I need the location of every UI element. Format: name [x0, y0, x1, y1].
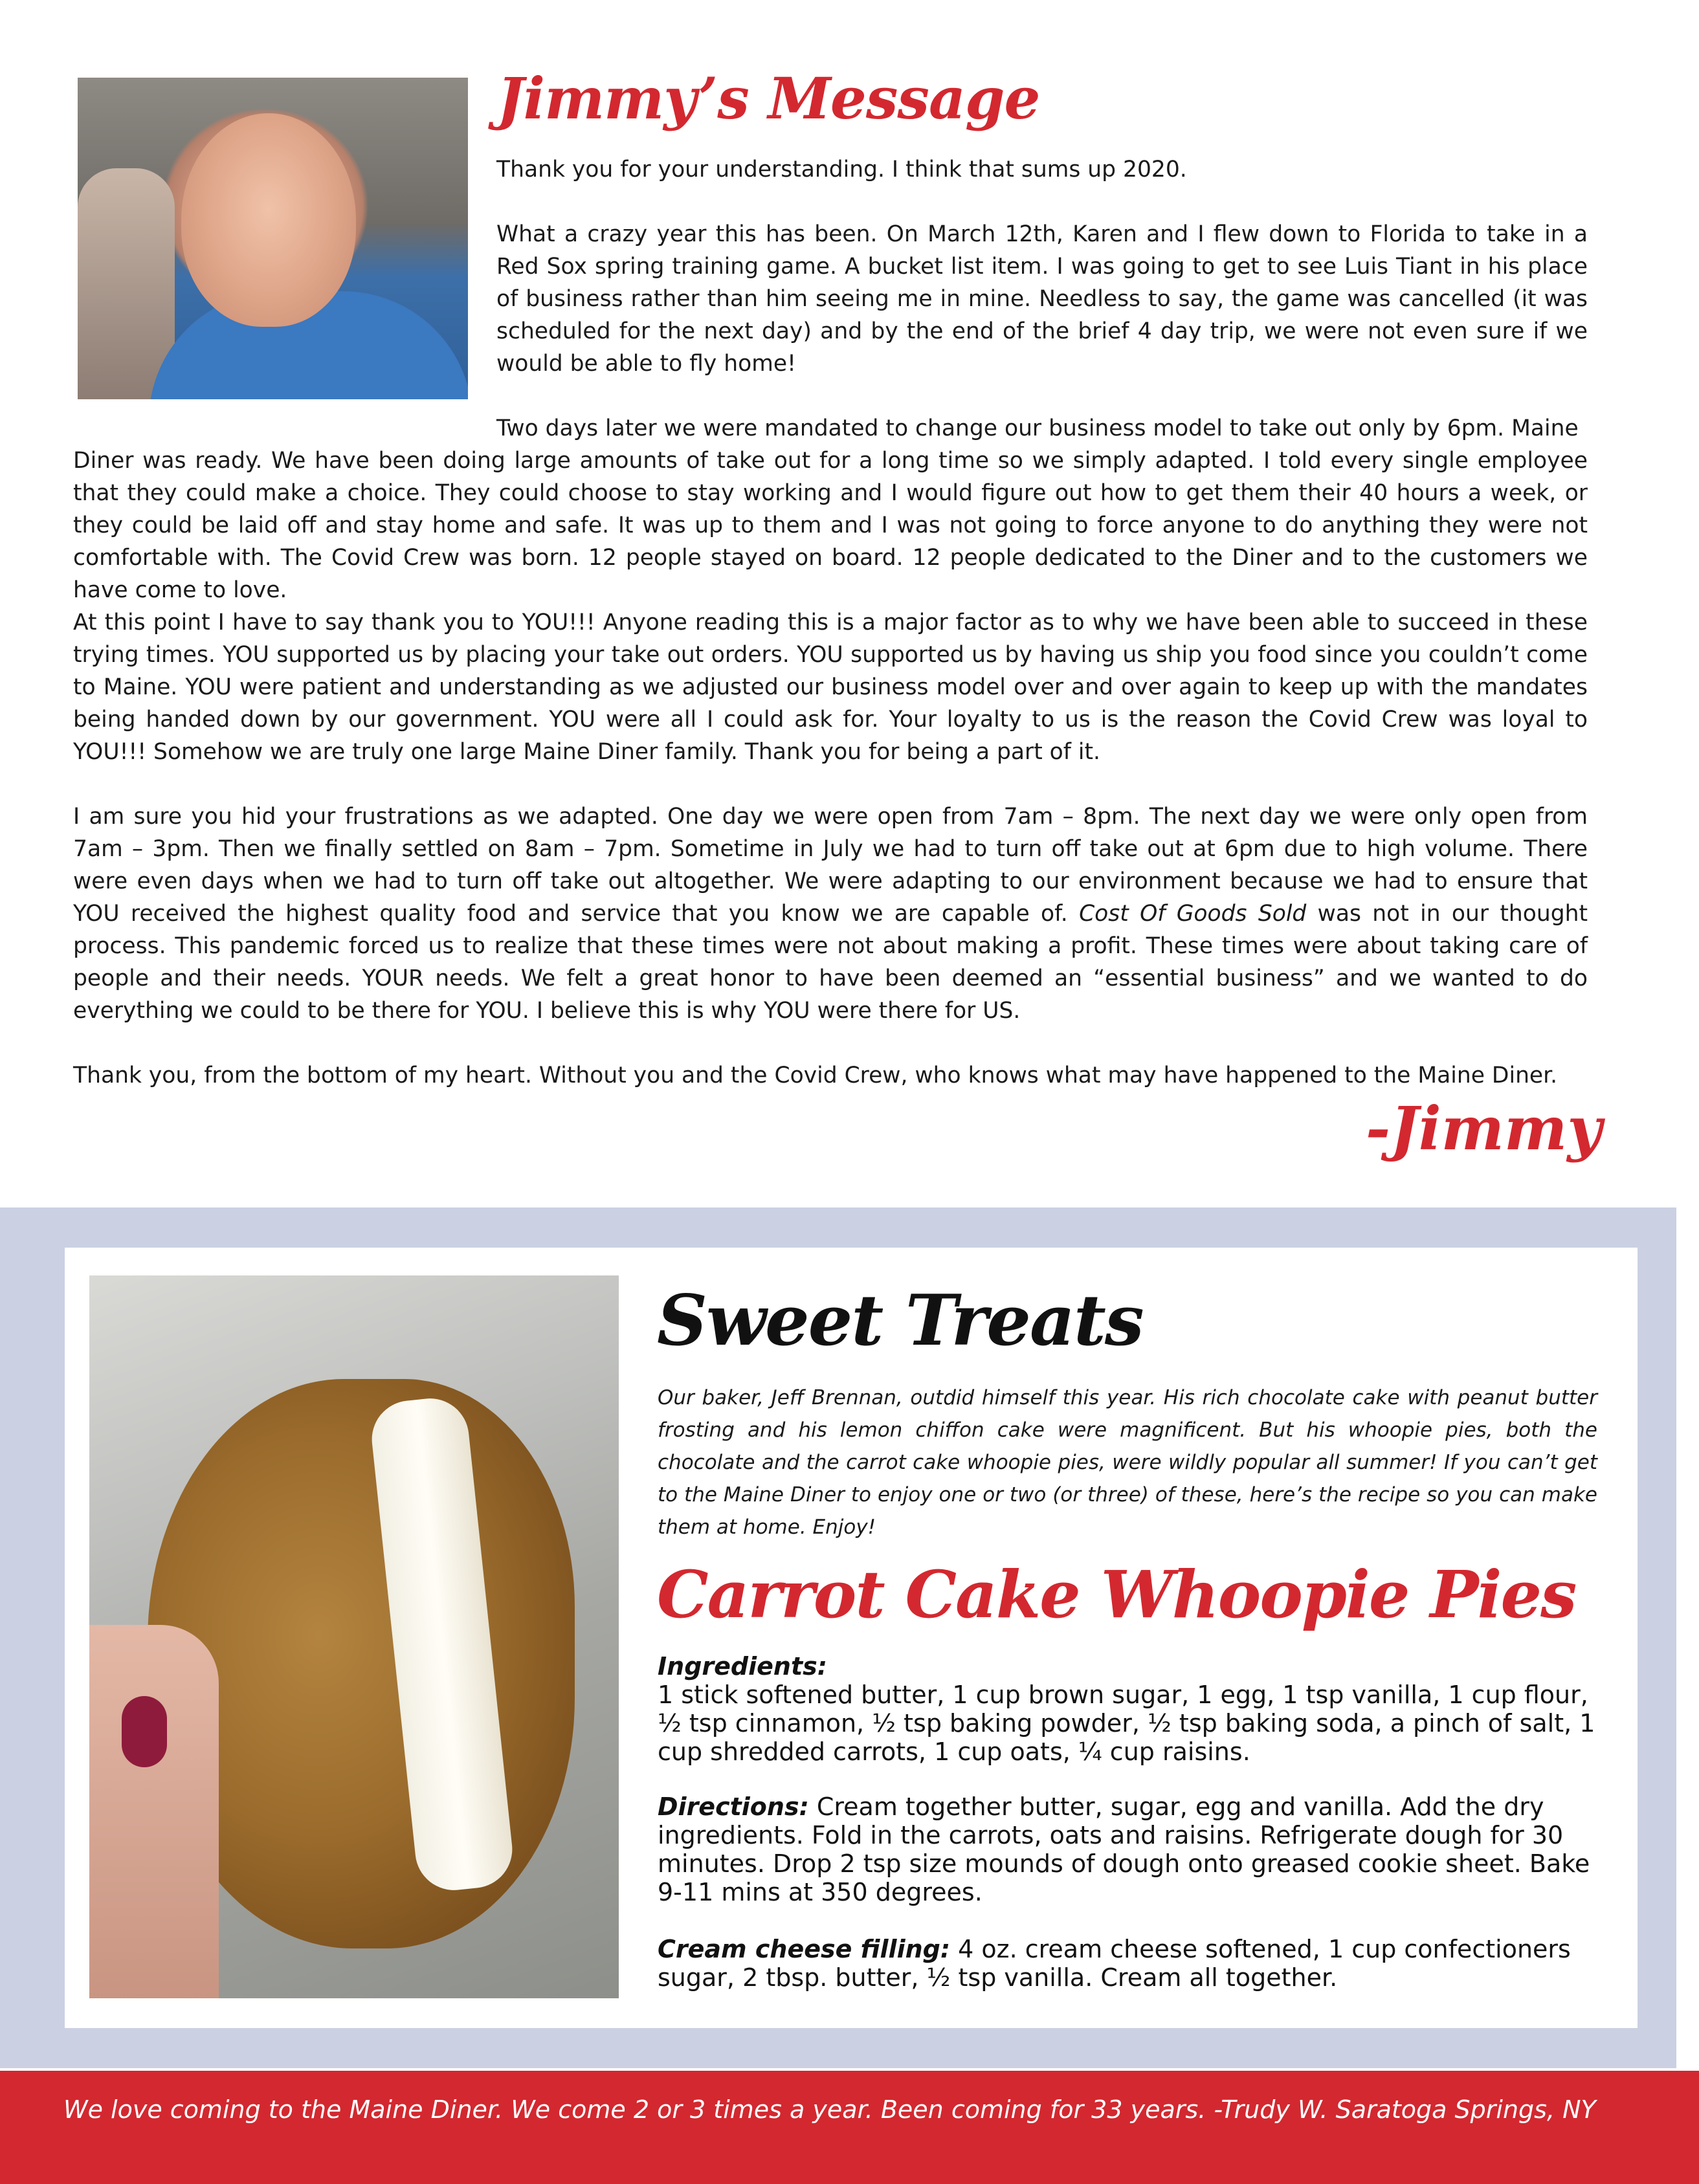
directions-block: [658, 1792, 1597, 1906]
background-person-shape: [78, 168, 175, 399]
message-paragraph-4: [73, 800, 1588, 1027]
signature: -Jimmy: [1366, 1094, 1602, 1164]
directions-text: Cream together butter, sugar, egg and vanilla. Add the dry ingredients. Fold in the carrots, oats and raisins. Refrigerate dough for 30 minutes. Drop 2 tsp size mounds of dough onto greased cookie sheet. Bake 9-11 mins at 350 degrees.: [658, 1792, 1590, 1906]
ingredients-label: Ingredients:: [658, 1652, 827, 1681]
ingredients-block: [658, 1652, 1597, 1766]
sweet-treats-title: Sweet Treats: [657, 1280, 1143, 1362]
message-paragraph-2: Diner was ready. We have been doing large amounts of take out for a long time so we simply adapted. I told every single employee that they could make a choice. They could choose to stay working and I would figure out how to get them their 40 hours a week, or they could be laid off and stay home and safe. It was up to them and I was not going to force anyone to do anything they were not comfortable with. The Covid Crew was born. 12 people stayed on board. 12 people dedicated to the Diner and to the customers we have come to love.: [73, 448, 1588, 603]
message-paragraph-1: What a crazy year this has been. On March 12th, Karen and I flew down to Florida to take in a Red Sox spring training game. A bucket list item. I was going to get to see Luis Tiant in his place of business rather than him seeing me in mine. Needless to say, the game was cancelled (it was scheduled for the next day) and by the end of the brief 4 day trip, we were not even sure if we would be able to fly home!: [496, 221, 1588, 377]
footer-bar: [0, 2071, 1699, 2184]
filling-text: 4 oz. cream cheese softened, 1 cup confectioners sugar, 2 tbsp. butter, ½ tsp vanilla. Cream all together.: [658, 1935, 1571, 1992]
message-paragraph-5: Thank you, from the bottom of my heart. Without you and the Covid Crew, who knows what may have happened to the Maine Diner.: [73, 1063, 1558, 1088]
footer-quote: We love coming to the Maine Diner. We come 2 or 3 times a year. Been coming for 33 years. -Trudy W. Saratoga Springs, NY: [63, 2095, 1596, 2124]
ingredients-text: 1 stick softened butter, 1 cup brown sugar, 1 egg, 1 tsp vanilla, 1 cup flour, ½ tsp cinnamon, ½ tsp baking powder, ½ tsp baking soda, a pinch of salt, 1 cup shredded carrots, 1 cup oats, ¼ cup raisins.: [658, 1681, 1595, 1766]
face-shape: [181, 113, 356, 327]
recipe-title: Carrot Cake Whoopie Pies: [657, 1556, 1576, 1633]
message-paragraph-2-first-line: Two days later we were mandated to change our business model to take out only by 6pm. Maine: [496, 415, 1579, 441]
p4-italic-phrase: Cost Of Goods Sold: [1079, 901, 1307, 927]
fingernail-shape: [122, 1696, 167, 1767]
p4-text-before: I am sure you hid your frustrations as we adapted. One day we were open from 7am – 8pm. The next day we were only open from 7am – 3pm. Then we finally settled on 8am – 7pm. Sometime in July we had to turn off take out at 6pm due to high volume. There were even days when we had to turn off take out altogether. We were adapting to our environment because we had to ensure that YOU received the highest quality food and service that you know we are capable of.: [73, 804, 1588, 927]
directions-label: Directions:: [658, 1792, 809, 1821]
filling-label: Cream cheese filling:: [658, 1935, 951, 1963]
whoopie-pie-photo: [89, 1275, 619, 1998]
jimmy-photo: [78, 78, 468, 399]
p4-text-after: was not in our thought process. This pandemic forced us to realize that these times were not about making a profit. These times were about taking care of people and their needs. YOUR needs. We felt a great honor to have been deemed an “essential business” and we wanted to do everything we could to be there for YOU. I believe this is why YOU were there for US.: [73, 901, 1588, 1024]
treats-intro: Our baker, Jeff Brennan, outdid himself this year. His rich chocolate cake with peanut butter frosting and his lemon chiffon cake were magnificent. But his whoopie pies, both the chocolate and the carrot cake whoopie pies, were wildly popular all summer! If you can’t get to the Maine Diner to enjoy one or two (or three) of these, here’s the recipe so you can make them at home. Enjoy!: [658, 1386, 1597, 1539]
filling-block: [658, 1935, 1597, 1992]
hand-shape: [89, 1625, 219, 1998]
message-title: Jimmy’s Message: [497, 65, 1040, 132]
message-intro: Thank you for your understanding. I think that sums up 2020.: [496, 157, 1187, 182]
message-paragraph-3: At this point I have to say thank you to YOU!!! Anyone reading this is a major factor as to why we have been able to succeed in these trying times. YOU supported us by placing your take out orders. YOU supported us by having us ship you food since you couldn’t come to Maine. YOU were patient and understanding as we adjusted our business model over and over again to keep up with the mandates being handed down by our government. YOU were all I could ask for. Your loyalty to us is the reason the Covid Crew was loyal to YOU!!! Somehow we are truly one large Maine Diner family. Thank you for being a part of it.: [73, 610, 1588, 765]
